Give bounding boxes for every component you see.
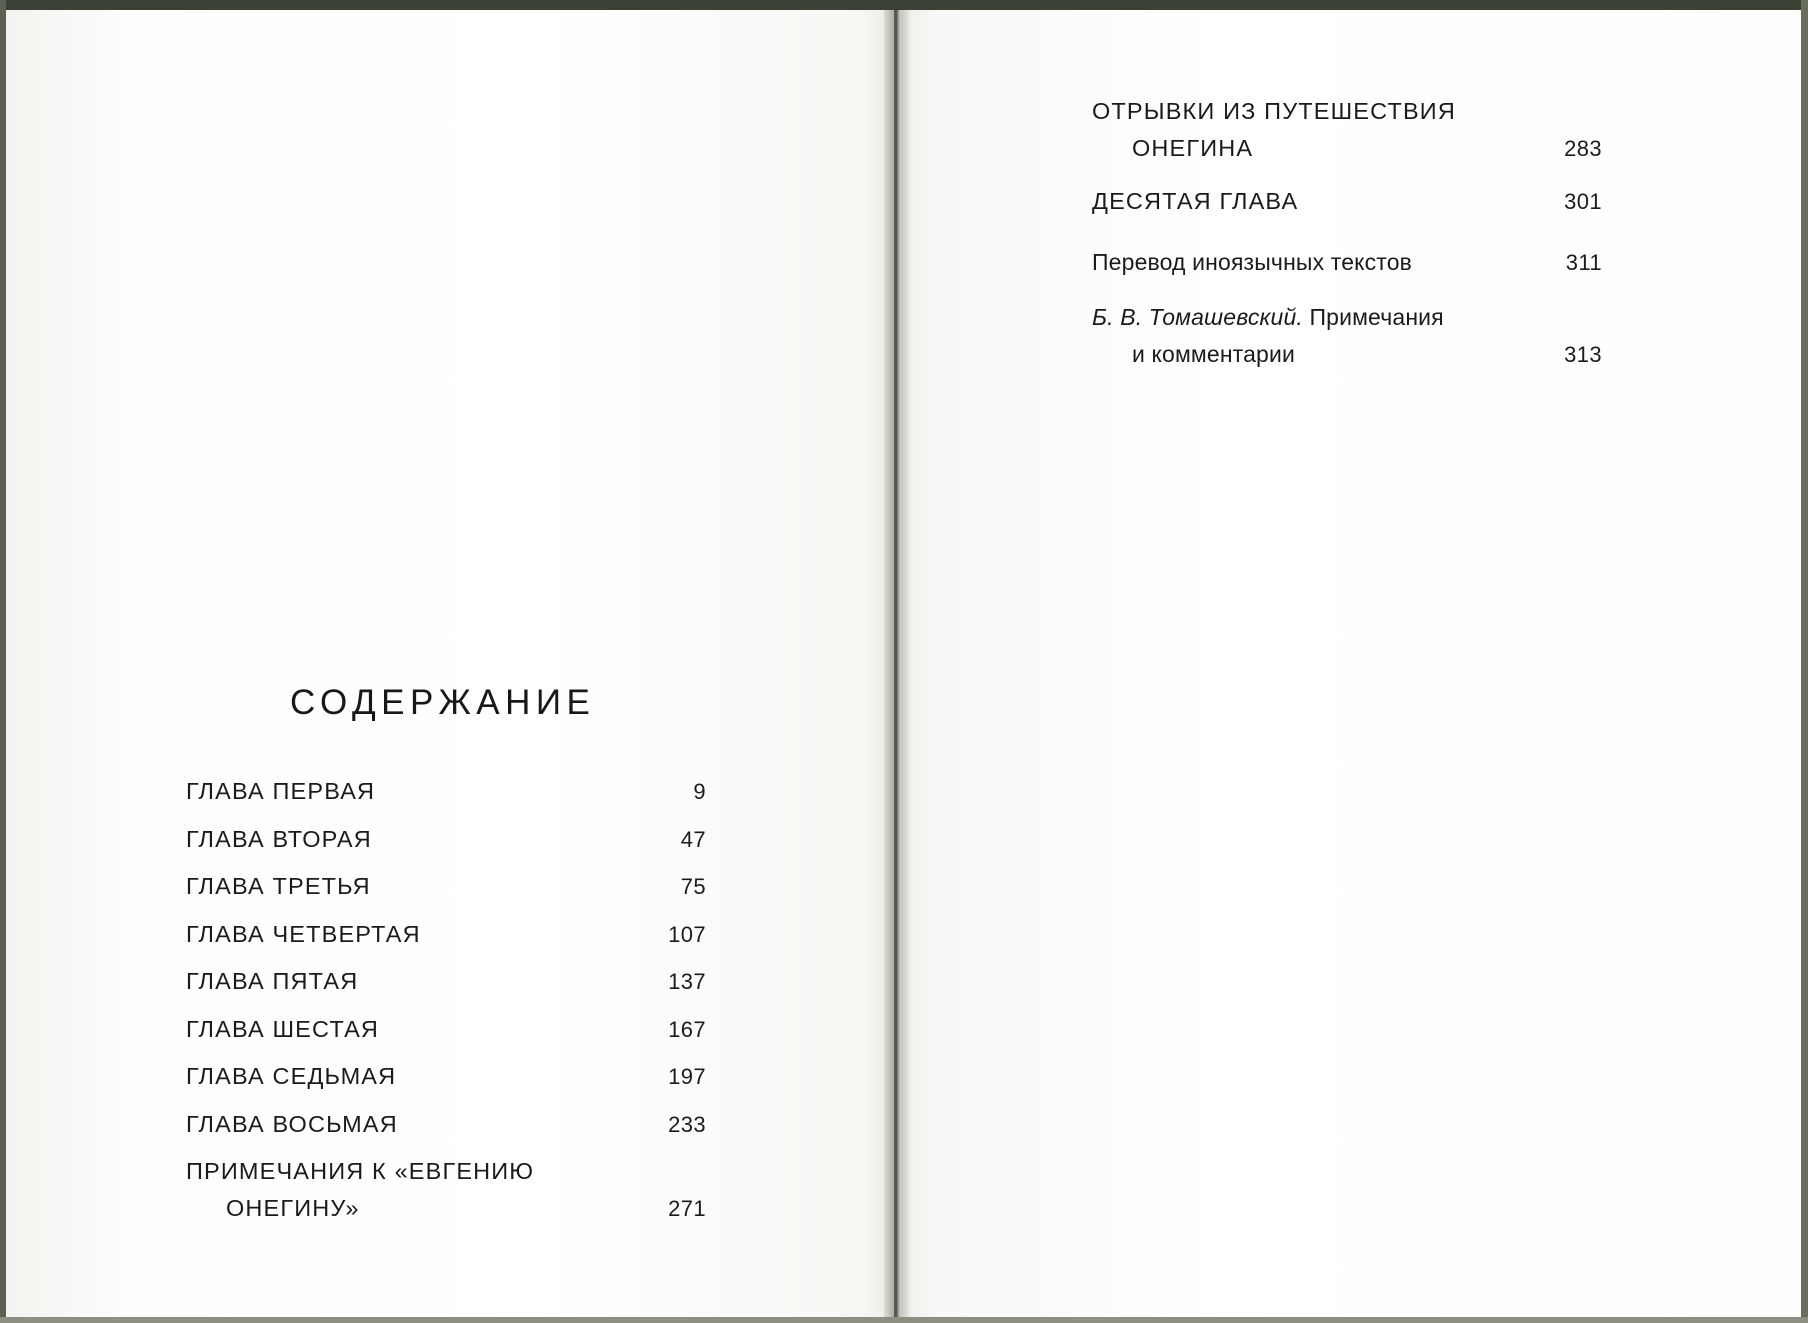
- toc-entry-label: ГЛАВА ВТОРАЯ: [186, 825, 372, 852]
- toc-entry-tenth-chapter[interactable]: [1092, 188, 1602, 215]
- toc-entry[interactable]: [186, 1111, 706, 1138]
- toc-entry-label: ГЛАВА ПЕРВАЯ: [186, 778, 376, 804]
- toc-leader-dots: [432, 941, 651, 942]
- toc-leader-dots: [383, 846, 651, 847]
- toc-entry-label: ГЛАВА ПЯТАЯ: [186, 968, 359, 994]
- toc-entry-line2-row: [186, 1195, 706, 1222]
- book-spine-line: [894, 10, 897, 1317]
- toc-leader-dots: [1264, 155, 1547, 156]
- toc-entry-line2-row: [1092, 341, 1602, 368]
- toc-entry-page: 75: [680, 874, 706, 899]
- toc-entry-label-line1: [1092, 304, 1602, 331]
- page-title: СОДЕРЖАНИЕ: [290, 683, 596, 722]
- toc-leader-dots: [390, 1036, 651, 1037]
- toc-entry-label-line2: и комментарии: [1132, 341, 1295, 367]
- toc-entry-label: Перевод иноязычных текстов: [1092, 249, 1413, 275]
- toc-entry-author: Б. В. Томашевский.: [1092, 304, 1303, 330]
- toc-entry-label: ГЛАВА ВОСЬМАЯ: [186, 1110, 398, 1137]
- toc-entry-label: ГЛАВА ЧЕТВЕРТАЯ: [186, 920, 421, 947]
- toc-leader-dots: [1309, 208, 1547, 209]
- toc-entry[interactable]: [186, 1016, 706, 1043]
- toc-entry-page: 47: [680, 826, 706, 852]
- toc-entry-page: 313: [1564, 342, 1602, 367]
- toc-entry-label: ГЛАВА ШЕСТАЯ: [186, 1015, 380, 1042]
- toc-leader-dots: [1306, 361, 1547, 362]
- toc-entry-label-rest: Примечания: [1302, 304, 1444, 330]
- toc-leader-dots: [386, 798, 651, 799]
- toc-leader-dots: [382, 893, 651, 894]
- toc-leader-dots: [371, 1215, 651, 1216]
- toc-entry-translation[interactable]: [1092, 249, 1602, 276]
- toc-leader-dots: [369, 988, 651, 989]
- toc-entry[interactable]: [186, 968, 706, 995]
- page-edge-right: [1801, 0, 1808, 1323]
- toc-entry-page: 9: [693, 779, 706, 804]
- toc-entry-page: 197: [668, 1064, 706, 1089]
- toc-leader-dots: [407, 1083, 651, 1084]
- toc-entry-page: 301: [1564, 189, 1602, 214]
- toc-entry-page: 271: [668, 1196, 706, 1221]
- toc-entry-label-line1: ПРИМЕЧАНИЯ К «ЕВГЕНИЮ: [186, 1158, 535, 1184]
- toc-entry[interactable]: [186, 1063, 706, 1090]
- toc-entry-label-line2: ОНЕГИНА: [1132, 135, 1254, 161]
- toc-entry-notes-onegin[interactable]: [186, 1158, 706, 1222]
- toc-entry-label: ГЛАВА ТРЕТЬЯ: [186, 873, 371, 899]
- toc-leader-dots: [1423, 269, 1547, 270]
- toc-entry[interactable]: [186, 826, 706, 853]
- toc-entry-page: 311: [1565, 250, 1602, 275]
- toc-entry-page: 233: [668, 1111, 706, 1137]
- toc-entry-page: 167: [668, 1016, 706, 1042]
- toc-entry-label: ДЕСЯТАЯ ГЛАВА: [1092, 188, 1299, 214]
- toc-entry-page: 137: [668, 969, 706, 994]
- toc-entry-label-line2: ОНЕГИНУ»: [226, 1195, 360, 1221]
- toc-leader-dots: [409, 1131, 651, 1132]
- book-gutter-shadow: [884, 10, 910, 1317]
- toc-entry-tomashevsky-notes[interactable]: [1092, 304, 1602, 368]
- toc-entry[interactable]: [186, 873, 706, 900]
- toc-entry-line2-row: [1092, 135, 1602, 162]
- toc-entry[interactable]: [186, 778, 706, 805]
- toc-list-left: [186, 778, 706, 1243]
- toc-entry[interactable]: [186, 921, 706, 948]
- page-edge-top: [0, 0, 1808, 10]
- toc-entry-label-line1: ОТРЫВКИ ИЗ ПУТЕШЕСТВИЯ: [1092, 98, 1456, 124]
- toc-entry-page: 107: [668, 921, 706, 947]
- toc-entry-page: 283: [1564, 136, 1602, 161]
- page-edge-bottom: [0, 1317, 1808, 1323]
- toc-entry-excerpts-journey[interactable]: [1092, 98, 1602, 162]
- toc-entry-label: ГЛАВА СЕДЬМАЯ: [186, 1063, 397, 1089]
- toc-list-right: [1092, 98, 1602, 394]
